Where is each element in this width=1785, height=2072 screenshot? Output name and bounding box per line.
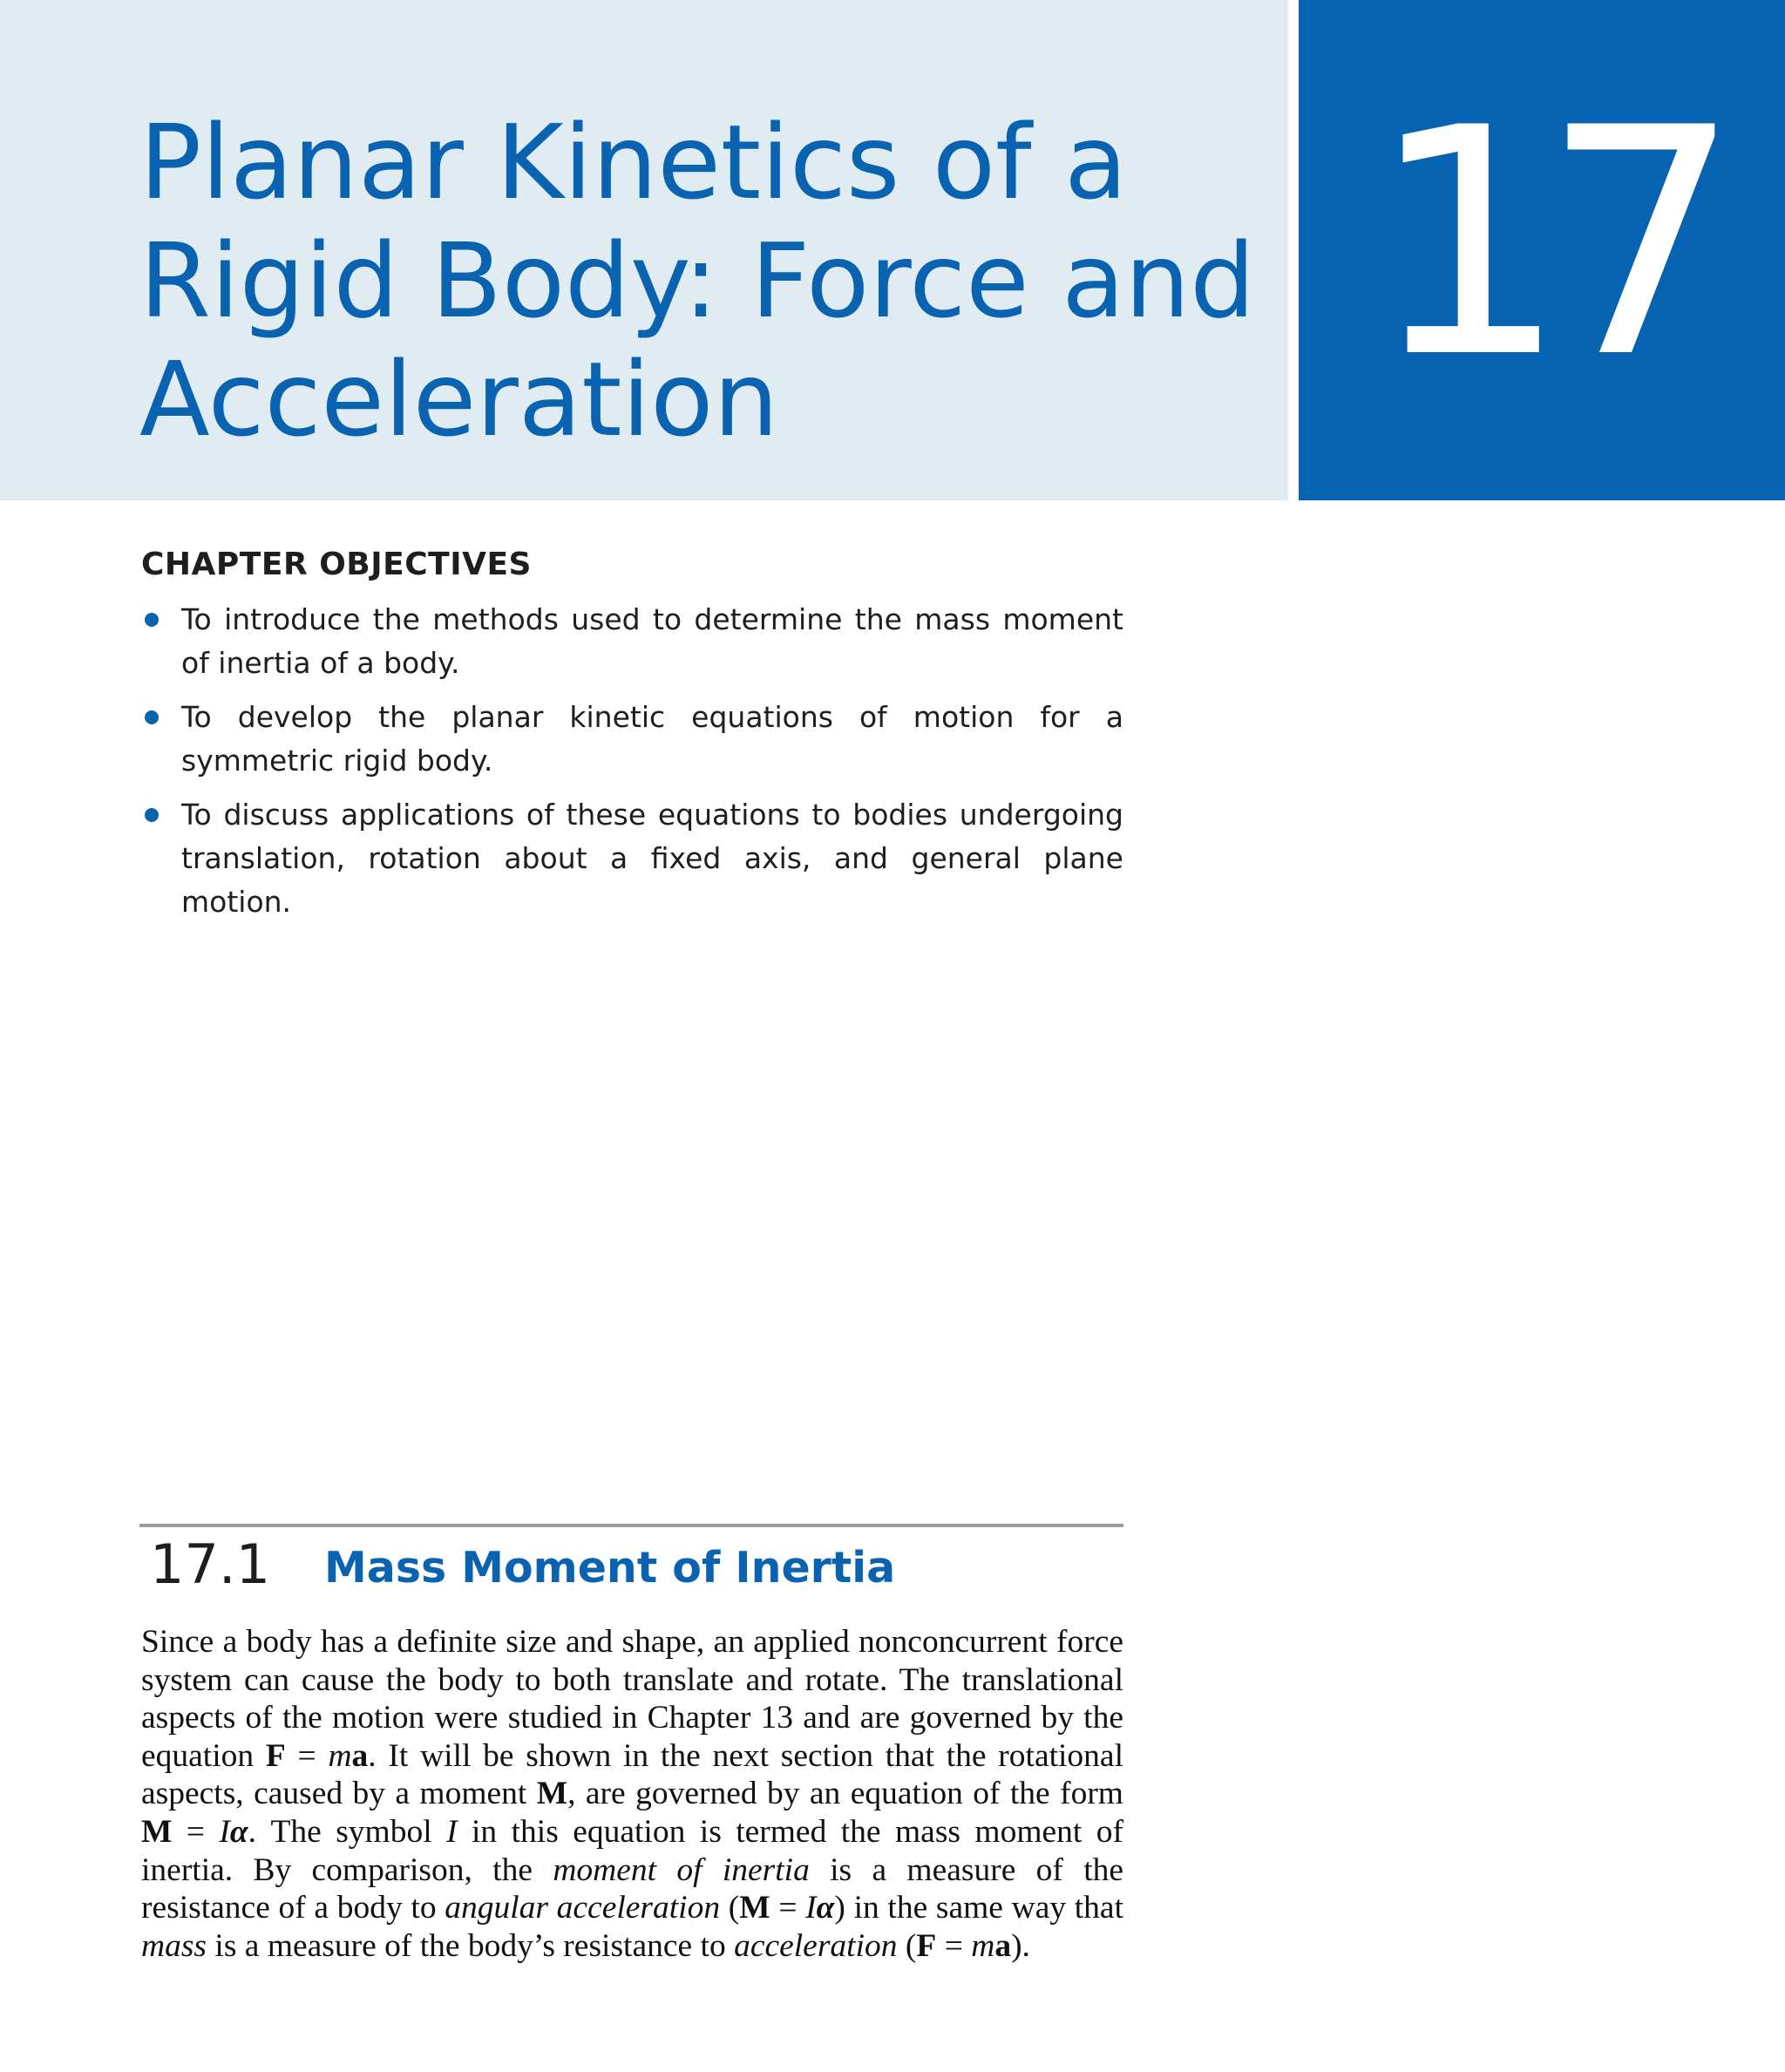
objective-text: To discuss applications of these equations to bodies undergoing translation, rotation about a fixed axis, and general plane motion. — [181, 798, 1123, 919]
paragraph-text: Since a body has a definite size and shape, an applied nonconcurrent force system can cause the body to both translate and rotate. The translational aspects of the motion were studied in Chapter 13 and are governed by the equation — [141, 1624, 1123, 1774]
equation-symbol: M — [739, 1890, 770, 1926]
paragraph-text: . The symbol — [248, 1813, 447, 1850]
paragraph-text: . It will be shown in the next section that the rotational aspects, caused by a moment — [141, 1737, 1123, 1812]
objectives-heading: CHAPTER OBJECTIVES — [141, 547, 532, 582]
equation-symbol: m — [971, 1927, 995, 1964]
equation-symbol: α — [816, 1890, 835, 1926]
section-divider — [139, 1524, 1123, 1527]
equation-symbol: F — [265, 1737, 286, 1774]
objective-item — [141, 793, 1123, 924]
emphasis-text: angular acceleration — [445, 1890, 721, 1926]
chapter-header-band — [0, 0, 1288, 500]
paragraph-text: is a measure of the resistance of a body to — [141, 1851, 1124, 1926]
paragraph-text: ). — [1011, 1927, 1030, 1964]
emphasis-text: acceleration — [734, 1927, 898, 1964]
emphasis-text: mass — [141, 1927, 207, 1964]
equation-symbol: I — [219, 1813, 230, 1850]
equation-symbol: I — [805, 1890, 817, 1926]
bullet-icon — [145, 808, 159, 822]
paragraph-text: ( — [720, 1890, 740, 1926]
equation-symbol: M — [536, 1776, 568, 1812]
chapter-title-line: Planar Kinetics of a — [139, 102, 1128, 222]
emphasis-text: moment of inertia — [553, 1851, 810, 1888]
bullet-icon — [145, 710, 159, 724]
chapter-title — [139, 103, 1273, 459]
equation-symbol: I — [446, 1813, 458, 1850]
paragraph-text: ( — [897, 1927, 917, 1964]
equation-symbol: α — [229, 1813, 248, 1850]
equation-operator: = — [172, 1813, 220, 1850]
equation-symbol: a — [351, 1737, 369, 1774]
bullet-icon — [145, 613, 159, 627]
objective-item — [141, 598, 1123, 685]
objective-text: To introduce the methods used to determine the mass moment of inertia of a body. — [181, 602, 1123, 680]
chapter-title-line: Rigid Body: Force and — [139, 221, 1256, 341]
paragraph-text: in this equation is termed the mass moment of inertia. By comparison, the — [141, 1813, 1123, 1888]
equation-operator: = — [285, 1737, 329, 1774]
equation-symbol: m — [328, 1737, 352, 1774]
equation-operator: = — [936, 1927, 972, 1964]
section-number: 17.1 — [150, 1532, 271, 1596]
chapter-number-box — [1299, 0, 1785, 500]
paragraph-text: , are governed by an equation of the form — [567, 1776, 1123, 1812]
objectives-list — [141, 598, 1123, 934]
equation-symbol: M — [141, 1813, 173, 1850]
body-paragraph — [141, 1623, 1123, 1965]
objective-text: To develop the planar kinetic equations of motion for a symmetric rigid body. — [181, 700, 1123, 778]
section-title: Mass Moment of Inertia — [324, 1543, 896, 1593]
chapter-number: 17 — [1368, 61, 1716, 426]
paragraph-text: is a measure of the body’s resistance to — [207, 1927, 735, 1964]
chapter-title-line: Acceleration — [139, 339, 779, 459]
objective-item — [141, 696, 1123, 783]
equation-symbol: F — [916, 1927, 937, 1964]
equation-operator: = — [770, 1890, 806, 1926]
equation-symbol: a — [994, 1927, 1012, 1964]
paragraph-text: ) in the same way that — [834, 1890, 1123, 1926]
